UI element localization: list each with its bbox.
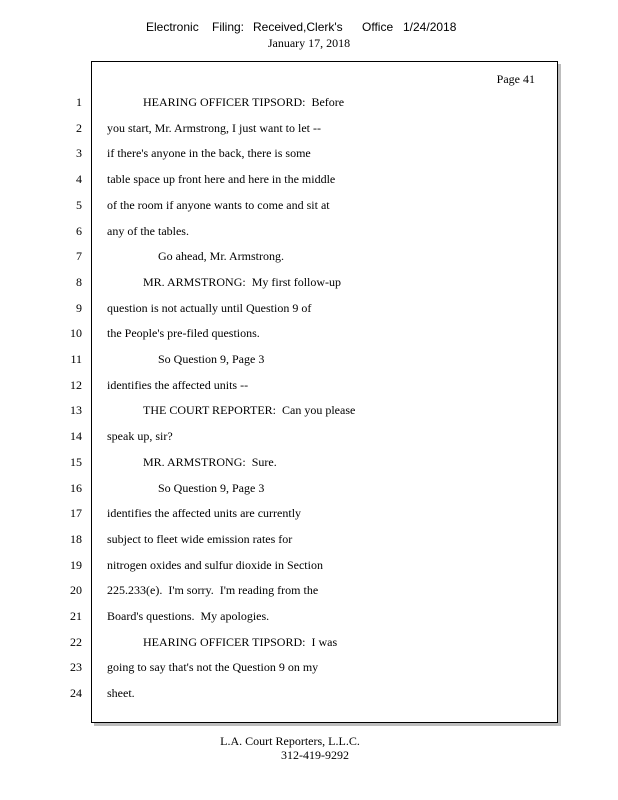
line-number: 18: [70, 531, 82, 546]
transcript-line: HEARING OFFICER TIPSORD: Before: [143, 95, 345, 109]
filing-stamp-word: 1/24/2018: [403, 20, 457, 34]
transcript-line: Board's questions. My apologies.: [107, 609, 270, 623]
line-number: 13: [70, 403, 82, 418]
filing-stamp-line: [0, 20, 618, 36]
line-number: 15: [70, 454, 82, 469]
line-number: 17: [70, 506, 82, 521]
line-number: 12: [70, 377, 82, 392]
line-number: 4: [76, 172, 82, 187]
transcript-line: nitrogen oxides and sulfur dioxide in Section: [107, 557, 323, 572]
line-number: 24: [70, 686, 82, 701]
transcript-line: Go ahead, Mr. Armstrong.: [158, 249, 284, 264]
line-number: 10: [70, 326, 82, 341]
reporter-firm: L.A. Court Reporters, L.L.C.: [220, 734, 360, 748]
line-number: 3: [76, 146, 82, 161]
line-number: 7: [76, 249, 82, 264]
transcript-line: you start, Mr. Armstrong, I just want to let --: [107, 120, 321, 135]
line-number: 16: [70, 480, 82, 495]
transcript-page: [70, 61, 558, 723]
transcript-line: THE COURT REPORTER: Can you please: [143, 403, 356, 418]
transcript-line: So Question 9, Page 3: [158, 352, 265, 366]
transcript-line: table space up front here and here in the middle: [107, 172, 336, 187]
line-number: 9: [76, 300, 82, 315]
line-number: 14: [70, 429, 82, 444]
transcript-line: So Question 9, Page 3: [158, 480, 265, 495]
transcript-line: if there's anyone in the back, there is some: [107, 146, 311, 161]
transcript-line: of the room if anyone wants to come and sit at: [107, 197, 330, 212]
line-number: 8: [76, 274, 82, 289]
transcript-line: speak up, sir?: [107, 429, 173, 444]
transcript-line: identifies the affected units are currently: [107, 506, 302, 521]
line-number: 23: [70, 660, 82, 675]
transcript-line: HEARING OFFICER TIPSORD: I was: [143, 634, 338, 649]
filing-stamp-word: Filing:: [212, 20, 245, 34]
reporter-phone: 312-419-9292: [281, 748, 349, 762]
transcript-line: going to say that's not the Question 9 on my: [107, 660, 319, 675]
filing-stamp-word: Office: [362, 20, 394, 34]
line-number: 1: [76, 95, 82, 109]
page-number: Page 41: [496, 72, 535, 86]
line-number: 22: [70, 634, 82, 649]
transcript-line: MR. ARMSTRONG: My first follow-up: [143, 274, 342, 289]
transcript-line: subject to fleet wide emission rates for: [107, 531, 293, 546]
filing-stamp-word: Received,Clerk's: [253, 20, 343, 34]
line-number: 6: [76, 223, 82, 238]
transcript-line: any of the tables.: [107, 223, 189, 238]
line-number: 11: [70, 352, 82, 366]
transcript-line: question is not actually until Question 9 of: [107, 300, 312, 315]
transcript-line: 225.233(e). I'm sorry. I'm reading from the: [107, 583, 319, 598]
transcript-line: the People's pre-filed questions.: [107, 326, 260, 341]
line-number: 21: [70, 609, 82, 623]
filing-stamp-word: Electronic: [146, 20, 199, 34]
line-number: 2: [76, 120, 82, 135]
transcript-line: identifies the affected units --: [107, 377, 249, 392]
filing-date: January 17, 2018: [267, 36, 351, 50]
transcript-line: sheet.: [107, 686, 135, 701]
line-number: 19: [70, 557, 82, 572]
line-number: 20: [70, 583, 82, 598]
transcript-line: MR. ARMSTRONG: Sure.: [143, 454, 277, 469]
line-number: 5: [76, 197, 82, 212]
